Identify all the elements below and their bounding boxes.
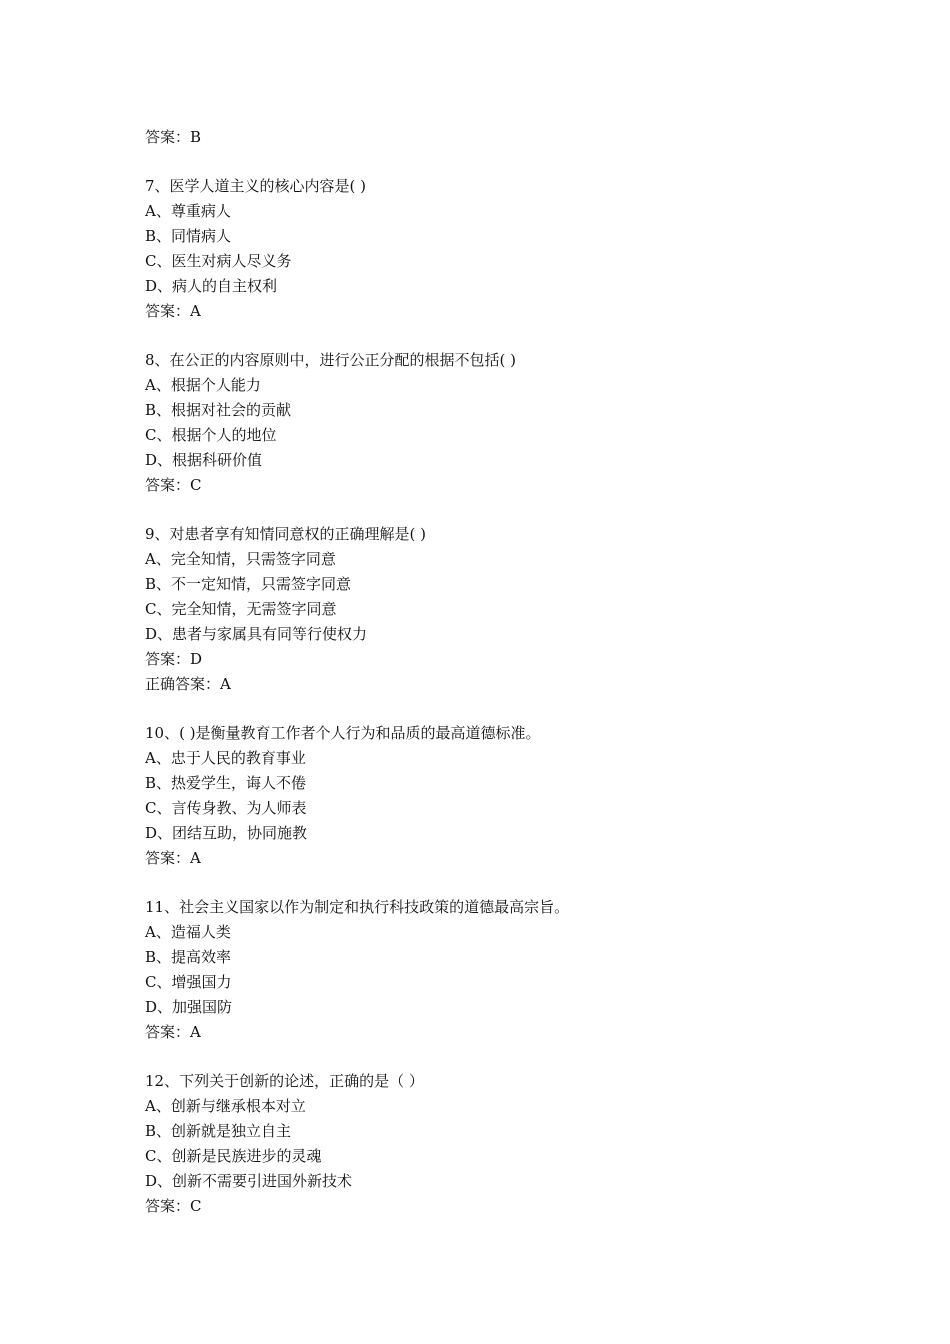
option-a: A、忠于人民的教育事业 — [145, 749, 306, 767]
option-c: C、增强国力 — [145, 973, 232, 991]
option-b: B、根据对社会的贡献 — [145, 401, 292, 419]
answer-line: 答案：D — [145, 650, 203, 668]
question-stem: 9、对患者享有知情同意权的正确理解是( ) — [145, 525, 427, 543]
answer-line: 答案：A — [145, 1023, 201, 1041]
option-b: B、提高效率 — [145, 948, 232, 966]
option-a: A、创新与继承根本对立 — [145, 1097, 306, 1115]
option-a: A、造福人类 — [145, 923, 231, 941]
option-d: D、病人的自主权利 — [145, 277, 278, 295]
answer-line: 答案：B — [145, 128, 202, 146]
option-a: A、完全知情，只需签字同意 — [145, 550, 336, 568]
answer-line: 答案：C — [145, 476, 202, 494]
option-c: C、完全知情，无需签字同意 — [145, 600, 337, 618]
question-8 — [145, 348, 845, 498]
option-d: D、创新不需要引进国外新技术 — [145, 1172, 353, 1190]
question-11 — [145, 895, 845, 1045]
option-c: C、言传身教、为人师表 — [145, 799, 307, 817]
question-9 — [145, 522, 845, 697]
option-d: D、团结互助，协同施教 — [145, 824, 308, 842]
option-b: B、热爱学生，诲人不倦 — [145, 774, 307, 792]
question-12 — [145, 1069, 845, 1219]
question-stem: 7、医学人道主义的核心内容是( ) — [145, 177, 367, 195]
question-10 — [145, 721, 845, 871]
option-a: A、尊重病人 — [145, 202, 231, 220]
option-b: B、不一定知情，只需签字同意 — [145, 575, 352, 593]
question-stem: 12、下列关于创新的论述，正确的是（ ） — [145, 1072, 424, 1090]
answer-line: 答案：C — [145, 1197, 202, 1215]
question-stem: 11、社会主义国家以作为制定和执行科技政策的道德最高宗旨。 — [145, 898, 570, 916]
option-b: B、创新就是独立自主 — [145, 1122, 292, 1140]
question-stem: 8、在公正的内容原则中，进行公正分配的根据不包括( ) — [145, 351, 517, 369]
option-a: A、根据个人能力 — [145, 376, 261, 394]
option-c: C、医生对病人尽义务 — [145, 252, 292, 270]
answer-line: 答案：A — [145, 302, 201, 320]
option-c: C、创新是民族进步的灵魂 — [145, 1147, 322, 1165]
correct-answer-line: 正确答案：A — [145, 675, 231, 693]
option-d: D、根据科研价值 — [145, 451, 263, 469]
option-d: D、患者与家属具有同等行使权力 — [145, 625, 368, 643]
question-stem: 10、( )是衡量教育工作者个人行为和品质的最高道德标准。 — [145, 724, 541, 742]
document-page — [145, 125, 845, 1219]
option-d: D、加强国防 — [145, 998, 233, 1016]
option-b: B、同情病人 — [145, 227, 232, 245]
question-7 — [145, 174, 845, 324]
answer-line: 答案：A — [145, 849, 201, 867]
option-c: C、根据个人的地位 — [145, 426, 277, 444]
